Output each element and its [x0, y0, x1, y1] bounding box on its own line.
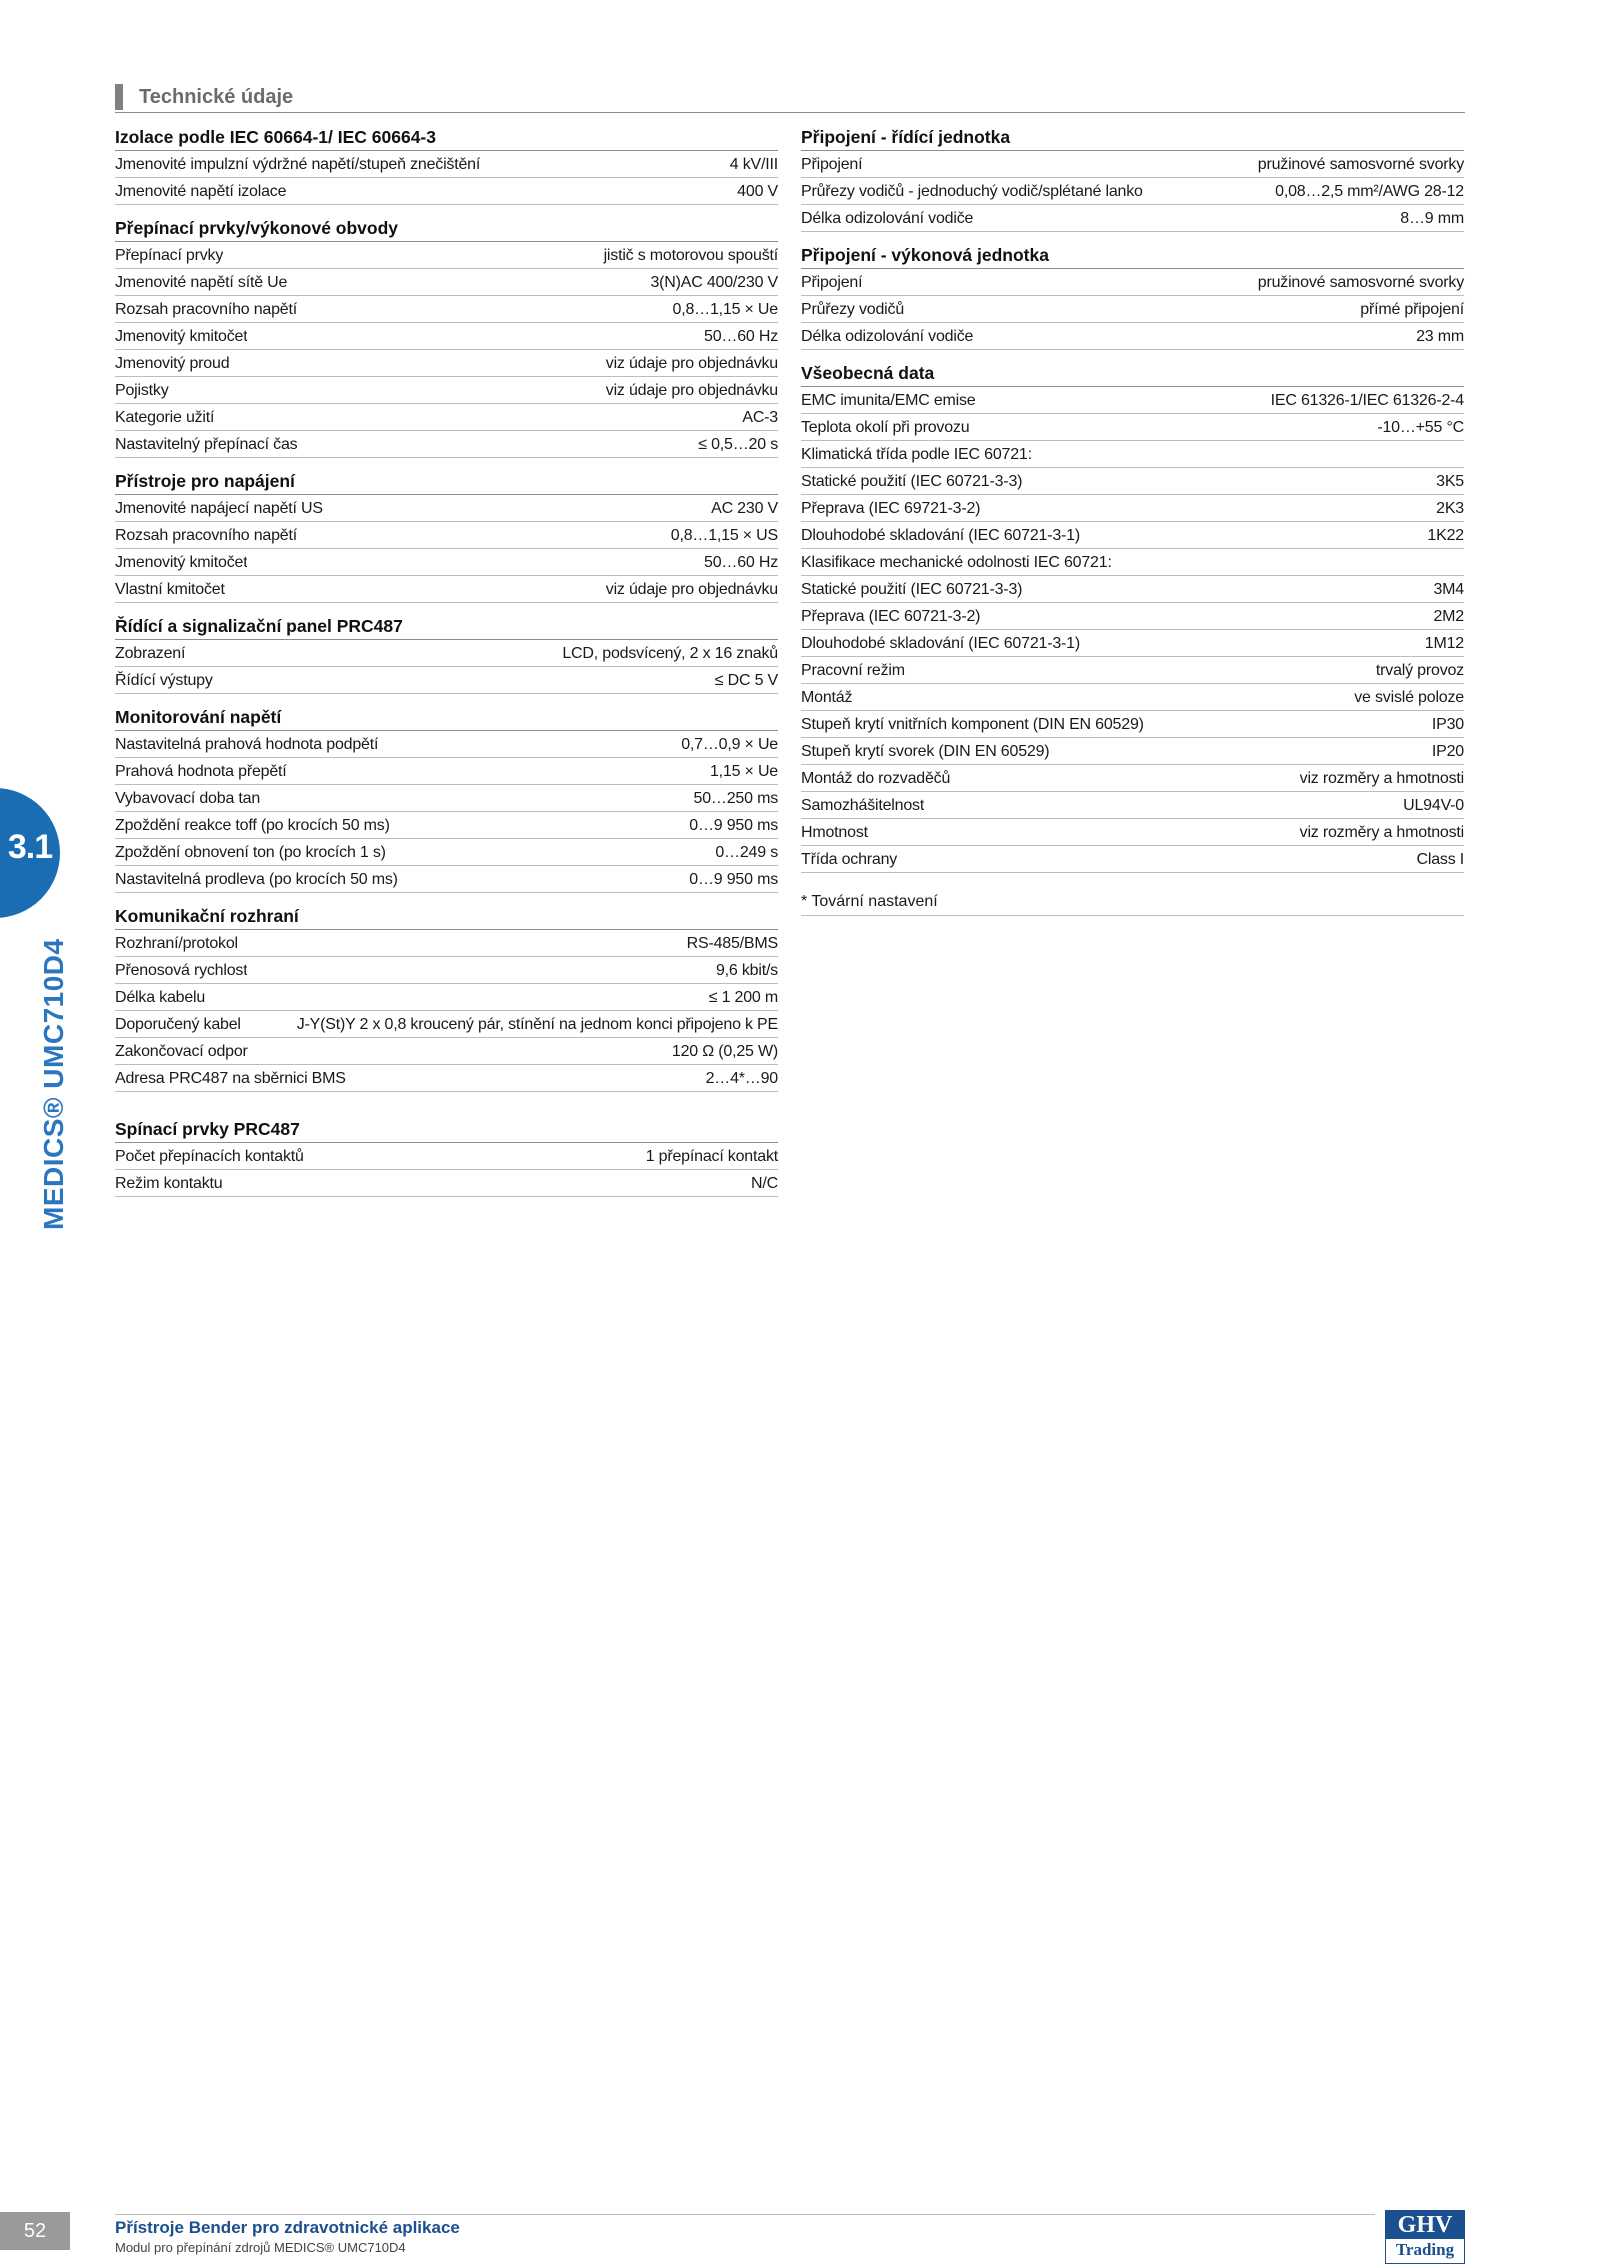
- spec-value: N/C: [751, 1175, 778, 1192]
- header-accent-bar: [115, 84, 123, 110]
- product-vertical-label: MEDICS® UMC710D4: [38, 938, 69, 1230]
- spec-value: viz údaje pro objednávku: [605, 382, 778, 399]
- spec-row: [115, 758, 778, 785]
- spec-value: ve svislé poloze: [1354, 689, 1464, 706]
- spec-label: Délka odizolování vodiče: [801, 210, 974, 227]
- spec-row: [115, 731, 778, 758]
- spec-value: 3K5: [1436, 473, 1464, 490]
- spec-row: [801, 576, 1464, 603]
- spec-row: [801, 269, 1464, 296]
- spec-row: [115, 785, 778, 812]
- spec-label: Pojistky: [115, 382, 169, 399]
- spec-label: Vybavovací doba tan: [115, 790, 261, 807]
- spec-row: [115, 377, 778, 404]
- spec-label: Prahová hodnota přepětí: [115, 763, 287, 780]
- spec-row: [115, 576, 778, 603]
- spec-label: Adresa PRC487 na sběrnici BMS: [115, 1070, 346, 1087]
- logo-top-text: GHV: [1386, 2211, 1464, 2239]
- spec-section: [115, 468, 778, 603]
- spec-label: Jmenovité napětí sítě Ue: [115, 274, 288, 291]
- spec-value: 50…250 ms: [693, 790, 778, 807]
- spec-row: [115, 522, 778, 549]
- spec-row: [801, 603, 1464, 630]
- spec-row: [801, 151, 1464, 178]
- spec-value: IEC 61326-1/IEC 61326-2-4: [1270, 392, 1464, 409]
- spec-value: AC 230 V: [711, 500, 778, 517]
- spec-row: [801, 819, 1464, 846]
- spec-row: [115, 296, 778, 323]
- spec-value: 2K3: [1436, 500, 1464, 517]
- spec-section: [115, 124, 778, 205]
- spec-row: [115, 242, 778, 269]
- spec-value: 0,8…1,15 × US: [670, 527, 778, 544]
- section-header: [115, 84, 1465, 113]
- spec-row: [801, 178, 1464, 205]
- spec-value: 50…60 Hz: [704, 328, 778, 345]
- spec-label: Zobrazení: [115, 645, 186, 662]
- spec-label: Statické použití (IEC 60721-3-3): [801, 473, 1023, 490]
- spec-value: 120 Ω (0,25 W): [671, 1043, 778, 1060]
- spec-row: [801, 296, 1464, 323]
- spec-label: Zpoždění reakce toff (po krocích 50 ms): [115, 817, 390, 834]
- spec-row: [115, 957, 778, 984]
- spec-section: [801, 242, 1464, 350]
- spec-row: [115, 866, 778, 893]
- footer-subtitle: Modul pro přepínání zdrojů MEDICS® UMC710D4: [115, 2240, 406, 2255]
- spec-row: [115, 930, 778, 957]
- spec-row: [115, 431, 778, 458]
- spec-value: 1,15 × Ue: [709, 763, 778, 780]
- spec-label: Připojení: [801, 274, 863, 291]
- footer-divider: [115, 2214, 1375, 2215]
- spec-label: Počet přepínacích kontaktů: [115, 1148, 304, 1165]
- section-title: Řídící a signalizační panel PRC487: [115, 613, 778, 640]
- spec-value: pružinové samosvorné svorky: [1257, 156, 1464, 173]
- spec-label: Jmenovitý proud: [115, 355, 230, 372]
- spec-row: [801, 205, 1464, 232]
- spec-value: 0,8…1,15 × Ue: [672, 301, 778, 318]
- spec-row: [801, 711, 1464, 738]
- spec-value: LCD, podsvícený, 2 x 16 znaků: [562, 645, 778, 662]
- section-title: Připojení - řídící jednotka: [801, 124, 1464, 151]
- spec-label: Rozsah pracovního napětí: [115, 527, 297, 544]
- spec-label: Statické použití (IEC 60721-3-3): [801, 581, 1023, 598]
- spec-row: [115, 984, 778, 1011]
- spec-label: Jmenovitý kmitočet: [115, 328, 248, 345]
- spec-value: AC-3: [742, 409, 778, 426]
- spec-row: [115, 323, 778, 350]
- spec-row: [115, 1038, 778, 1065]
- spec-value: 1 přepínací kontakt: [645, 1148, 778, 1165]
- spec-value: 4 kV/III: [729, 156, 778, 173]
- spec-value: ≤ 1 200 m: [708, 989, 778, 1006]
- spec-value: 8…9 mm: [1400, 210, 1464, 227]
- spec-value: ≤ DC 5 V: [714, 672, 778, 689]
- spec-label: Jmenovité impulzní výdržné napětí/stupeň znečištění: [115, 156, 481, 173]
- section-title: Spínací prvky PRC487: [115, 1116, 778, 1143]
- spec-section: [801, 360, 1464, 873]
- page-number: 52: [0, 2212, 70, 2250]
- spec-value: 50…60 Hz: [704, 554, 778, 571]
- spec-section: [115, 1116, 778, 1197]
- spec-label: Jmenovité napětí izolace: [115, 183, 287, 200]
- spec-value: pružinové samosvorné svorky: [1257, 274, 1464, 291]
- spec-label: Připojení: [801, 156, 863, 173]
- spec-label: Režim kontaktu: [115, 1175, 223, 1192]
- spec-value: 0…9 950 ms: [689, 871, 778, 888]
- spec-label: Montáž do rozvaděčů: [801, 770, 951, 787]
- spec-value: 23 mm: [1416, 328, 1464, 345]
- spec-value: 3M4: [1433, 581, 1464, 598]
- right-column: [801, 124, 1464, 916]
- spec-value: 0,7…0,9 × Ue: [681, 736, 778, 753]
- spec-row: [801, 684, 1464, 711]
- section-title: Komunikační rozhraní: [115, 903, 778, 930]
- spec-value: Class I: [1416, 851, 1464, 868]
- spec-label: Nastavitelná prodleva (po krocích 50 ms): [115, 871, 398, 888]
- spec-row: [801, 657, 1464, 684]
- spec-label: Stupeň krytí svorek (DIN EN 60529): [801, 743, 1050, 760]
- spec-row: [801, 549, 1464, 576]
- spec-row: [115, 812, 778, 839]
- left-column: [115, 124, 778, 1207]
- spec-label: Přeprava (IEC 69721-3-2): [801, 500, 981, 517]
- spec-label: Montáž: [801, 689, 853, 706]
- spec-row: [115, 1143, 778, 1170]
- spec-row: [801, 495, 1464, 522]
- footer-title: Přístroje Bender pro zdravotnické aplikace: [115, 2218, 460, 2237]
- spec-value: UL94V-0: [1403, 797, 1464, 814]
- spec-label: Pracovní režim: [801, 662, 905, 679]
- spec-row: [801, 630, 1464, 657]
- spec-label: Doporučený kabel: [115, 1016, 241, 1033]
- spec-section: [115, 903, 778, 1092]
- spec-value: IP30: [1431, 716, 1464, 733]
- spec-value: 0,08…2,5 mm²/AWG 28-12: [1275, 183, 1464, 200]
- spec-label: Nastavitelný přepínací čas: [115, 436, 298, 453]
- spec-section: [115, 704, 778, 893]
- spec-row: [801, 738, 1464, 765]
- spec-row: [801, 441, 1464, 468]
- spec-label: Dlouhodobé skladování (IEC 60721-3-1): [801, 635, 1080, 652]
- spec-label: Zakončovací odpor: [115, 1043, 248, 1060]
- spec-row: [115, 269, 778, 296]
- spec-row: [801, 765, 1464, 792]
- spec-row: [801, 414, 1464, 441]
- spec-label: Hmotnost: [801, 824, 868, 841]
- spec-row: [115, 1065, 778, 1092]
- spec-row: [115, 151, 778, 178]
- spec-value: viz údaje pro objednávku: [605, 581, 778, 598]
- spec-row: [115, 667, 778, 694]
- spec-label: Zpoždění obnovení ton (po krocích 1 s): [115, 844, 386, 861]
- spec-value: RS-485/BMS: [686, 935, 778, 952]
- spec-value: 1M12: [1424, 635, 1464, 652]
- spec-label: Přenosová rychlost: [115, 962, 248, 979]
- spec-value: 3(N)AC 400/230 V: [650, 274, 778, 291]
- spec-label: Nastavitelná prahová hodnota podpětí: [115, 736, 379, 753]
- spec-section: [115, 215, 778, 458]
- spec-section: [801, 124, 1464, 232]
- spec-value: viz rozměry a hmotnosti: [1299, 770, 1464, 787]
- spec-value: viz rozměry a hmotnosti: [1299, 824, 1464, 841]
- spec-label: Rozsah pracovního napětí: [115, 301, 297, 318]
- spec-label: Průřezy vodičů - jednoduchý vodič/splétané lanko: [801, 183, 1143, 200]
- spec-label: Klimatická třída podle IEC 60721:: [801, 446, 1032, 463]
- spec-value: 1K22: [1427, 527, 1464, 544]
- spec-value: 0…249 s: [715, 844, 778, 861]
- logo-bottom-text: Trading: [1395, 2240, 1455, 2259]
- spec-value: 2M2: [1433, 608, 1464, 625]
- spec-label: Délka odizolování vodiče: [801, 328, 974, 345]
- chapter-number: 3.1: [7, 828, 53, 866]
- section-spacer: [115, 1102, 778, 1116]
- spec-value: ≤ 0,5…20 s: [698, 436, 778, 453]
- spec-label: Dlouhodobé skladování (IEC 60721-3-1): [801, 527, 1080, 544]
- spec-row: [115, 1011, 778, 1038]
- spec-row: [115, 495, 778, 522]
- spec-row: [801, 792, 1464, 819]
- spec-label: Klasifikace mechanické odolnosti IEC 60721:: [801, 554, 1112, 571]
- section-title: Přístroje pro napájení: [115, 468, 778, 495]
- spec-value: trvalý provoz: [1375, 662, 1464, 679]
- ghv-trading-logo: [1385, 2210, 1465, 2264]
- spec-label: Stupeň krytí vnitřních komponent (DIN EN 60529): [801, 716, 1144, 733]
- spec-label: Rozhraní/protokol: [115, 935, 238, 952]
- spec-label: Průřezy vodičů: [801, 301, 905, 318]
- spec-label: EMC imunita/EMC emise: [801, 392, 976, 409]
- spec-label: Samozhášitelnost: [801, 797, 925, 814]
- spec-value: -10…+55 °C: [1377, 419, 1464, 436]
- spec-label: Délka kabelu: [115, 989, 206, 1006]
- spec-row: [801, 468, 1464, 495]
- section-title: Izolace podle IEC 60664-1/ IEC 60664-3: [115, 124, 778, 151]
- spec-label: Přeprava (IEC 60721-3-2): [801, 608, 981, 625]
- spec-row: [115, 404, 778, 431]
- spec-label: Jmenovitý kmitočet: [115, 554, 248, 571]
- spec-row: [115, 640, 778, 667]
- spec-row: [801, 522, 1464, 549]
- spec-row: [801, 387, 1464, 414]
- spec-row: [115, 350, 778, 377]
- spec-row: [115, 178, 778, 205]
- spec-value: IP20: [1431, 743, 1464, 760]
- spec-label: Třída ochrany: [801, 851, 898, 868]
- spec-label: Jmenovité napájecí napětí US: [115, 500, 323, 517]
- spec-label: Řídící výstupy: [115, 672, 213, 689]
- spec-value: J-Y(St)Y 2 x 0,8 kroucený pár, stínění na jednom konci připojeno k PE: [296, 1016, 778, 1033]
- spec-row: [801, 323, 1464, 350]
- spec-value: 9,6 kbit/s: [715, 962, 778, 979]
- spec-row: [801, 846, 1464, 873]
- page-title: Technické údaje: [139, 86, 294, 108]
- spec-row: [115, 839, 778, 866]
- section-title: Přepínací prvky/výkonové obvody: [115, 215, 778, 242]
- spec-label: Kategorie užití: [115, 409, 215, 426]
- section-title: Všeobecná data: [801, 360, 1464, 387]
- footnote: * Tovární nastavení: [801, 889, 1464, 916]
- spec-row: [115, 1170, 778, 1197]
- spec-value: viz údaje pro objednávku: [605, 355, 778, 372]
- spec-row: [115, 549, 778, 576]
- spec-value: jistič s motorovou spouští: [603, 247, 778, 264]
- spec-value: 0…9 950 ms: [689, 817, 778, 834]
- spec-section: [115, 613, 778, 694]
- spec-value: 2…4*…90: [705, 1070, 778, 1087]
- spec-value: 400 V: [737, 183, 778, 200]
- spec-value: přímé připojení: [1360, 301, 1464, 318]
- spec-label: Přepínací prvky: [115, 247, 224, 264]
- section-title: Monitorování napětí: [115, 704, 778, 731]
- spec-label: Teplota okolí při provozu: [801, 419, 970, 436]
- spec-label: Vlastní kmitočet: [115, 581, 225, 598]
- section-title: Připojení - výkonová jednotka: [801, 242, 1464, 269]
